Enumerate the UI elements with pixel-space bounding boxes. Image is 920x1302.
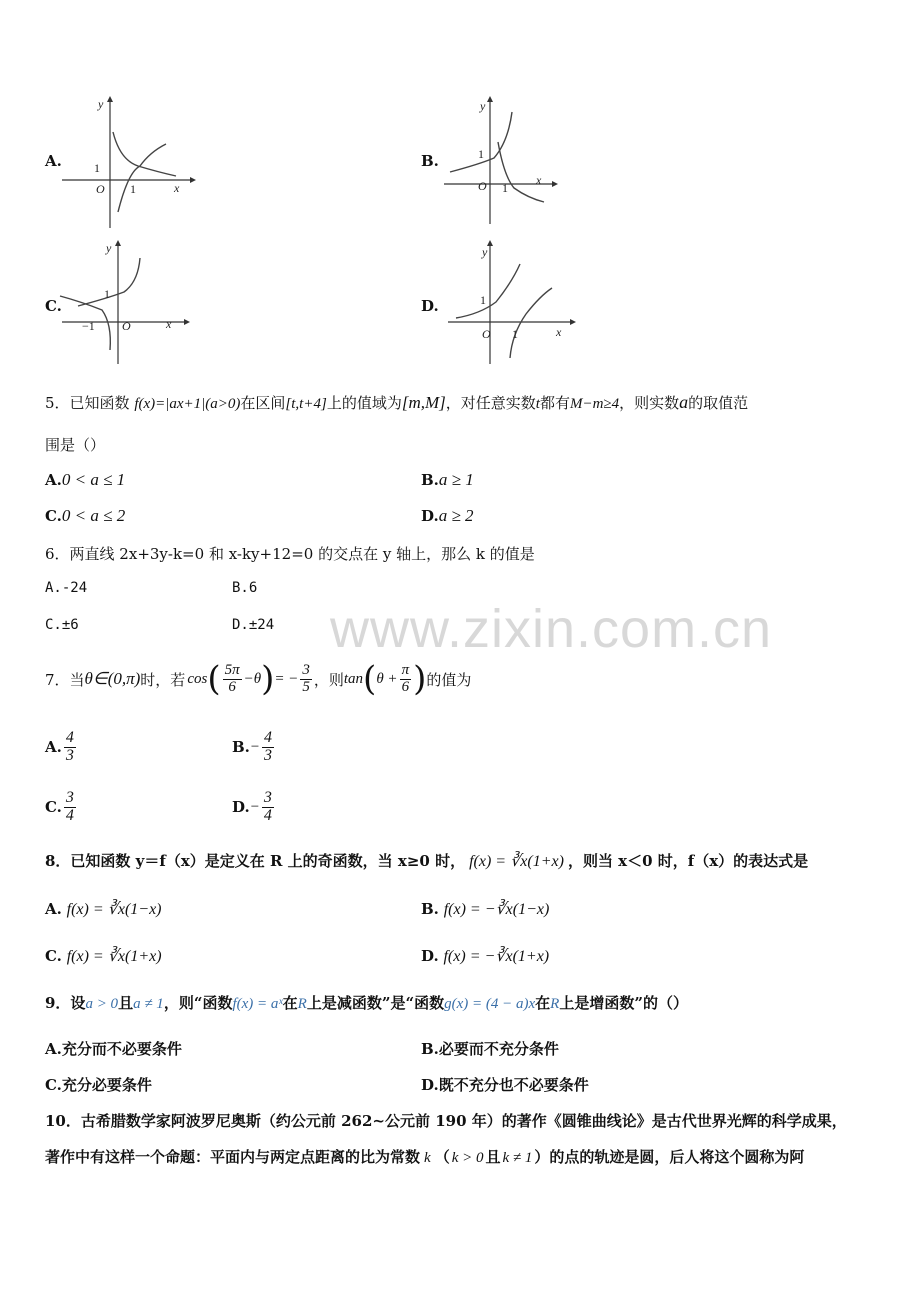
q5-option-d[interactable]: D.a ≥ 2 (421, 506, 474, 525)
x-one-label: 1 (502, 181, 508, 195)
q6-option-d[interactable]: D.±24 (232, 617, 275, 633)
y-axis-label: y (482, 245, 488, 259)
question-5-stem-line2: 围是（） (45, 436, 106, 454)
y-axis-label: y (480, 99, 486, 113)
origin-label: O (96, 182, 105, 196)
x-axis-label: x (536, 173, 542, 187)
graph-option-d (440, 238, 580, 368)
x-one-label: 1 (512, 327, 518, 341)
question-7-stem: 7．当 θ∈(0,π) 时，若 cos ( $\frac{5\pi}{6}$ −θ ) = − $\frac{3}{5}$ ，则 tan ( θ + $\frac{\pi}{6}$ ) 的值为 (45, 659, 472, 699)
graph-option-c (58, 238, 198, 368)
q8-option-b[interactable]: B. f(x) = −∛x(1−x) (421, 900, 550, 918)
graph-option-b (440, 92, 580, 232)
q9-option-c[interactable]: C.充分必要条件 (45, 1076, 152, 1094)
question-9-stem: 9．设a > 0且a ≠ 1，则“函数f(x) = aˣ在R上是减函数”是“函数g(x) = (4 − a)x在R上是增函数”的（） (45, 994, 688, 1012)
q6-option-a[interactable]: A.-24 (45, 580, 88, 596)
question-10-line1: 10．古希腊数学家阿波罗尼奥斯（约公元前 262~公元前 190 年）的著作《圆锥曲线论》是古代世界光辉的科学成果， (45, 1112, 847, 1130)
q9-option-d[interactable]: D.既不充分也不必要条件 (421, 1076, 589, 1094)
q6-option-c[interactable]: C.±6 (45, 617, 79, 633)
option-a-label: A. (45, 152, 62, 170)
y-one-label: 1 (478, 147, 484, 161)
question-10-line2: 著作中有这样一个命题：平面内与两定点距离的比为常数 k （ k > 0 且 k ≠ 1 ）的点的轨迹是圆，后人将这个圆称为阿 (45, 1148, 805, 1166)
origin-label: O (482, 327, 491, 341)
y-axis-label: y (106, 241, 112, 255)
origin-label: O (122, 319, 131, 333)
q8-option-c[interactable]: C. f(x) = ∛x(1+x) (45, 947, 162, 965)
q7-option-b[interactable]: B. − $\frac{4}{3}$ (232, 729, 273, 764)
q8-option-d[interactable]: D. f(x) = −∛x(1+x) (421, 947, 550, 965)
y-one-label: 1 (104, 287, 110, 301)
x-one-label: 1 (130, 182, 136, 196)
q5-option-b[interactable]: B.a ≥ 1 (421, 470, 474, 489)
option-c-label: C. (45, 297, 62, 315)
q5-option-a[interactable]: A.0 < a ≤ 1 (45, 470, 126, 489)
question-6-stem: 6．两直线 2x+3y-k=0 和 x-ky+12=0 的交点在 y 轴上，那么 k 的值是 (45, 545, 535, 563)
option-b-label: B. (421, 152, 439, 170)
x-neg-one-label: −1 (82, 319, 95, 333)
y-axis-label: y (98, 97, 104, 111)
q6-option-b[interactable]: B.6 (232, 580, 258, 596)
q8-option-a[interactable]: A. f(x) = ∛x(1−x) (45, 900, 162, 918)
x-axis-label: x (166, 317, 172, 331)
q7-option-a[interactable]: A. $\frac{4}{3}$ (45, 729, 74, 764)
origin-label: O (478, 179, 487, 193)
q9-option-a[interactable]: A.充分而不必要条件 (45, 1040, 182, 1058)
question-5-stem: 5．已知函数 f(x)=|ax+1|(a>0)在区间[t,t+4]上的值域为[m,M]，对任意实数t都有M−m≥4，则实数a的取值范 (45, 392, 749, 412)
q9-option-b[interactable]: B.必要而不充分条件 (421, 1040, 559, 1058)
option-d-label: D. (421, 297, 439, 315)
graph-option-a (58, 92, 198, 232)
x-axis-label: x (556, 325, 562, 339)
y-one-label: 1 (480, 293, 486, 307)
y-one-label: 1 (94, 161, 100, 175)
watermark: www.zixin.com.cn (330, 599, 773, 659)
x-axis-label: x (174, 181, 180, 195)
q7-option-d[interactable]: D. − $\frac{3}{4}$ (232, 789, 272, 824)
q7-option-c[interactable]: C. $\frac{3}{4}$ (45, 789, 74, 824)
question-8-stem: 8．已知函数 y＝f（x）是定义在 R 上的奇函数，当 x≥0 时， f(x) = ∛x(1+x) ，则当 x＜0 时，f（x）的表达式是 (45, 852, 809, 870)
q5-option-c[interactable]: C.0 < a ≤ 2 (45, 506, 126, 525)
